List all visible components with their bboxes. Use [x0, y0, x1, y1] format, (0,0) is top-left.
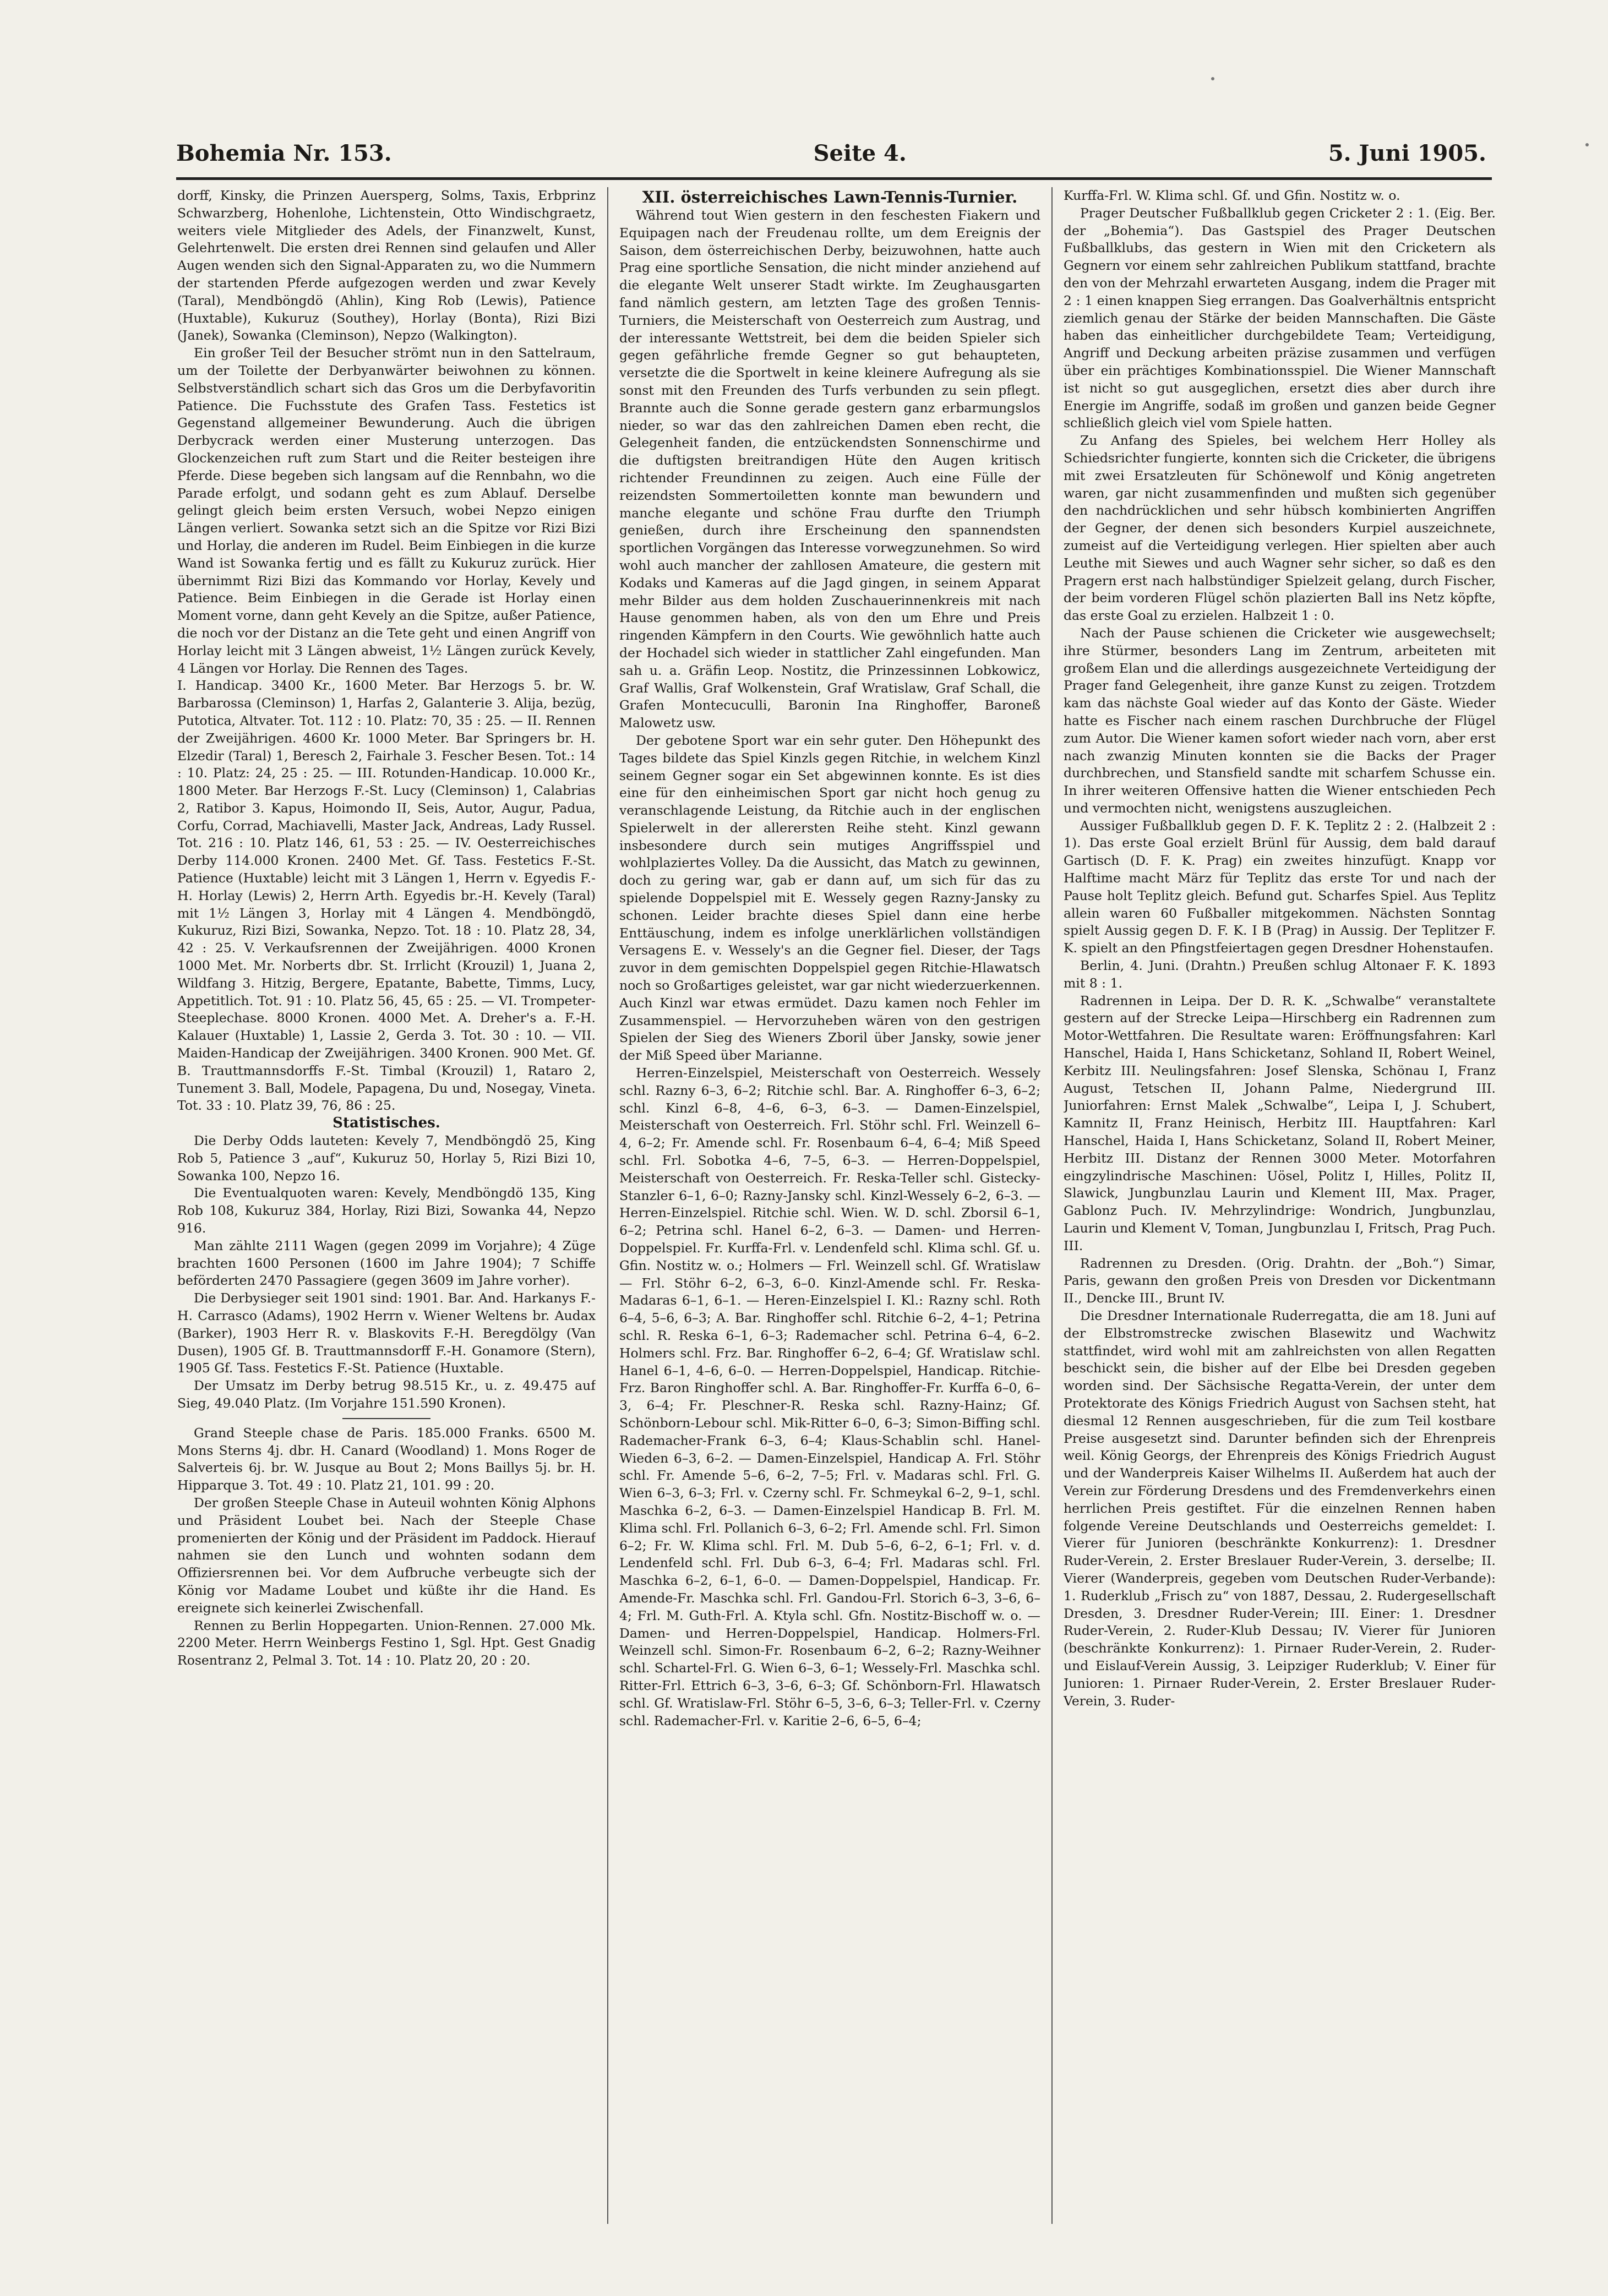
race-results: I. Handicap. 3400 Kr., 1600 Meter. Bar Herzogs 5. br. W. Barbarossa (Cleminson) 1, Harfas 2, Galanterie 3. Alija, bezüg, Putotica, Altvater. Tot. 112 : 10. Platz: 70, 35 : 25. — II. Rennen der Zweijährigen. 4600 Kr. 1000 Meter. Bar Springers br. H. Elzedir (Taral) 1, Beresch 2, Fairhale 3. Fescher Besen. Tot.: 14 : 10. Platz: 24, 25 : 25. — III. Rotunden-Handicap. 10.000 Kr., 1800 Meter. Bar Herzogs F.-St. Lucy (Cleminson) 1, Calabrias 2, Ratibor 3. Kapus, Hoimondo II, Seis, Autor, Augur, Padua, Corfu, Corrad, Machiavelli, Master Jack, Andreas, Lady Russel. Tot. 216 : 10. Platz 146, 61, 53 : 25. — IV. Oesterreichisches Derby 114.000 Kronen. 2400 Met. Gf. Tass. Festetics F.-St. Patience (Huxtable) leicht mit 3 Längen 1, Herrn v. Egyedis F.-H. Horlay (Lewis) 2, Herrn Arth. Egyedis br.-H. Kevely (Taral) mit 1½ Längen 3, Horlay mit 4 Längen 4. Mendböngdö, Kukuruz, Rizi Bizi, Sowanka, Nepzo. Tot. 18 : 10. Platz 28, 34, 42 : 25. V. Verkaufsrennen der Zweijährigen. 4000 Kronen 1000 Met. Mr. Norberts dbr. St. Irrlicht (Krouzil) 1, Juana 2, Wildfang 3. Hitzig, Bergere, Epatante, Babette, Timms, Lucy, Appetitlich. Tot. 91 : 10. Platz 56, 45, 65 : 25. — VI. Trompeter-Steeplechase. 8000 Kronen. 4000 Met. A. Dreher's a. F.-H. Kalauer (Huxtable) 1, Lassie 2, Gerda 3. Tot. 30 : 10. — VII. Maiden-Handicap der Zweijährigen. 3400 Kronen. 900 Met. Gf. B. Trauttmannsdorffs F.-St. Timbal (Krouzil) 1, Rataro 2, Tunement 3. Ball, Modele, Papagena, Du und, Nosegay, Vineta. Tot. 33 : 10. Platz 39, 76, 86 : 25.: [177, 678, 596, 1114]
article-paragraph: Berlin, 4. Juni. (Drahtn.) Preußen schlug Altonaer F. K. 1893 mit 8 : 1.: [1064, 958, 1496, 991]
section-divider: [342, 1418, 430, 1419]
article-paragraph: Der Umsatz im Derby betrug 98.515 Kr., u. z. 49.475 auf Sieg, 49.040 Platz. (Im Vorjahre 151.590 Kronen).: [177, 1378, 596, 1411]
article-paragraph: Prager Deutscher Fußballklub gegen Cricketer 2 : 1. (Eig. Ber. der „Bohemia“). Das Gastspiel des Prager Deutschen Fußballklubs, das gestern in Wien mit den Cricketern als Gegnern vor einem sehr zahlreichen Publikum stattfand, brachte den von der Mehrzahl erwarteten Ausgang, indem die Prager mit 2 : 1 einen knappen Sieg errangen. Das Goalverhältnis entspricht ziemlich genau der Stärke der beiden Mannschaften. Die Gäste haben das einheitlicher durchgebildete Team; Verteidigung, Angriff und Deckung arbeiten präzise zusammen und verfügen über ein prächtiges Kombinationsspiel. Die Wiener Mannschaft ist nicht so gut ausgeglichen, ersetzt dies aber durch ihre Energie im Angriffe, sodaß im großen und ganzen beide Gegner schließlich gleich viel vom Spiele hatten.: [1064, 205, 1496, 431]
article-paragraph: Der gebotene Sport war ein sehr guter. Den Höhepunkt des Tages bildete das Spiel Kinzls gegen Ritchie, in welchem Kinzl seinem Gegner sogar ein Set abgewinnen konnte. Es ist dies eine für den einheimischen Sport gar nicht hoch genug zu veranschlagende Leistung, da Ritchie auch in der englischen Spielerwelt in der allerersten Reihe steht. Kinzl gewann insbesondere durch sein mutiges Angriffsspiel und wohlplaziertes Volley. Da die Aussicht, das Match zu gewinnen, doch zu gering war, gab er dann auf, um sich für das zu spielende Doppelspiel mit E. Wessely gegen Razny-Jansky zu schonen. Leider brachte dieses Spiel dann eine herbe Enttäuschung, indem es infolge unerklärlichen vollständigen Versagens E. v. Wessely's an die Gegner fiel. Dieser, der Tags zuvor in dem gemischten Doppelspiel gegen Ritchie-Hlawatsch noch so Großartiges geleistet, war gar nicht wiederzuerkennen. Auch Kinzl war etwas ermüdet. Dazu kamen noch Fehler im Zusammenspiel. — Hervorzuheben wären von den gestrigen Spielen der Sieg des Wieners Zboril über Jansky, sowie jener der Miß Speed über Marianne.: [619, 732, 1040, 1064]
column-divider: [1051, 187, 1053, 2224]
article-paragraph: Die Derbysieger seit 1901 sind: 1901. Bar. And. Harkanys F.-H. Carrasco (Adams), 1902 Herrn v. Wiener Weltens br. Audax (Barker), 1903 Herr R. v. Blaskovits F.-H. Beregdölgy (Van Dusen), 1905 Gf. B. Trauttmannsdorff F.-H. Gonamore (Stern), 1905 Gf. Tass. Festetics F.-St. Patience (Huxtable.: [177, 1290, 596, 1376]
article-headline: XII. österreichisches Lawn-Tennis-Turnier.: [642, 188, 1018, 206]
article-paragraph: Radrennen zu Dresden. (Orig. Drahtn. der „Boh.“) Simar, Paris, gewann den großen Preis von Dresden vor Dickentmann II., Dencke III., Brunt IV.: [1064, 1255, 1496, 1306]
match-results: Herren-Einzelspiel, Meisterschaft von Oesterreich. Wessely schl. Razny 6–3, 6–2; Ritchie schl. Bar. A. Ringhoffer 6–3, 6–2; schl. Kinzl 6–8, 4–6, 6–3, 6–3. — Damen-Einzelspiel, Meisterschaft von Oesterreich. Frl. Stöhr schl. Frl. Weinzell 6–4, 6–2; Fr. Amende schl. Fr. Rosenbaum 6–4, 6–4; Miß Speed schl. Frl. Sobotka 4–6, 7–5, 6–3. — Herren-Doppelspiel, Meisterschaft von Oesterreich. Fr. Reska-Teller schl. Gistecky-Stanzler 6–1, 6–0; Razny-Jansky schl. Kinzl-Wessely 6–2, 6–3. — Herren-Einzelspiel. Ritchie schl. Wien. W. D. schl. Zborsil 6–1, 6–2; Petrina schl. Hanel 6–2, 6–3. — Damen- und Herren-Doppelspiel. Fr. Kurffa-Frl. v. Lendenfeld schl. Klima schl. Gf. u. Gfin. Nostitz w. o.; Holmers — Frl. Weinzell schl. Gf. Wratislaw — Frl. Stöhr 6–2, 6–3, 6–0. Kinzl-Amende schl. Fr. Reska-Madaras 6–1, 6–1. — Heren-Einzelspiel I. Kl.: Razny schl. Roth 6–4, 5–6, 6–3; A. Bar. Ringhoffer schl. Ritchie 6–2, 4–1; Petrina schl. R. Reska 6–1, 6–3; Rademacher schl. Petrina 6–4, 6–2. Holmers schl. Frz. Bar. Ringhoffer 6–2, 6–4; Gf. Wratislaw schl. Hanel 6–1, 4–6, 6–0. — Herren-Doppelspiel, Handicap. Ritchie-Frz. Baron Ringhoffer schl. A. Bar. Ringhoffer-Fr. Kurffa 6–0, 6–3, 6–4; Fr. Pleschner-R. Reska schl. Razny-Hainz; Gf. Schönborn-Lebour schl. Mik-Ritter 6–0, 6–3; Simon-Biffing schl. Rademacher-Frank 6–3, 6–4; Klaus-Schablin schl. Hanel-Wieden 6–3, 6–2. — Damen-Einzelspiel, Handicap A. Frl. Stöhr schl. Fr. Amende 5–6, 6–2, 7–5; Frl. v. Madaras schl. Frl. G. Wien 6–3, 6–3; Frl. v. Czerny schl. Fr. Schmeykal 6–2, 9–1, schl. Maschka 6–2, 6–3. — Damen-Einzelspiel Handicap B. Frl. M. Klima schl. Frl. Pollanich 6–3, 6–2; Frl. Amende schl. Frl. Simon 6–2; Fr. W. Klima schl. Frl. M. Dub 5–6, 6–2, 6–1; Frl. v. d. Lendenfeld schl. Frl. Dub 6–3, 6–4; Frl. Madaras schl. Frl. Maschka 6–2, 6–1, 6–0. — Damen-Doppelspiel, Handicap. Fr. Amende-Fr. Maschka schl. Frl. Gandou-Frl. Storich 6–3, 3–6, 6–4; Frl. M. Guth-Frl. A. Ktyla schl. Gfn. Nostitz-Bischoff w. o. — Damen- und Herren-Doppelspiel, Handicap. Holmers-Frl. Weinzell schl. Simon-Fr. Rosenbaum 6–2, 6–2; Razny-Weihner schl. Schartel-Frl. G. Wien 6–3, 6–1; Wessely-Frl. Maschka schl. Ritter-Frl. Ettrich 6–3, 3–6, 6–3; Gf. Schönborn-Frl. Hlawatsch schl. Gf. Wratislaw-Frl. Stöhr 6–5, 3–6, 6–3; Teller-Frl. v. Czerny schl. Rademacher-Frl. v. Karitie 2–6, 6–5, 6–4;: [619, 1065, 1040, 1728]
publication-date: 5. Juni 1905.: [1328, 140, 1486, 166]
column-derby: [177, 187, 596, 2257]
article-paragraph: Rennen zu Berlin Hoppegarten. Union-Rennen. 27.000 Mk. 2200 Meter. Herrn Weinbergs Festino 1, Sgl. Hpt. Gest Gnadig Rosentranz 2, Pelmal 3. Tot. 14 : 10. Platz 20, 20 : 20.: [177, 1617, 596, 1668]
article-paragraph: Ein großer Teil der Besucher strömt nun in den Sattelraum, um der Toilette der Derbyanwärter beiwohnen zu können. Selbstverständlich schart sich das Gros um die Derbyfavoritin Patience. Die Fuchsstute des Grafen Tass. Festetics ist Gegenstand allgemeiner Bewunderung. Auch die übrigen Derbycrack werden einer Musterung unterzogen. Das Glockenzeichen ruft zum Start und die Reiter besteigen ihre Pferde. Diese begeben sich langsam auf die Rennbahn, wo die Parade erfolgt, und sodann geht es zum Ablauf. Derselbe gelingt gleich beim ersten Versuch, wobei Nepzo einigen Längen verliert. Sowanka setzt sich an die Spitze vor Rizi Bizi und Horlay, die anderen im Rudel. Beim Einbiegen in die kurze Wand ist Sowanka fertig und es fällt zu Kukuruz zurück. Hier übernimmt Rizi Bizi das Kommando vor Horlay, Kevely und Patience. Beim Einbiegen in die Gerade ist Horlay einen Moment vorne, dann geht Kevely an die Spitze, außer Patience, die noch vor der Distanz an die Tete geht und einen Angriff von Horlay leicht mit 3 Längen abweist, 1½ Längen zurück Kevely, 4 Längen vor Horlay. Die Rennen des Tages.: [177, 345, 596, 676]
column-divider: [607, 187, 608, 2224]
publication-number: Bohemia Nr. 153.: [176, 140, 392, 166]
article-paragraph: Der großen Steeple Chase in Auteuil wohnten König Alphons und Präsident Loubet bei. Nach der Steeple Chase promenierten der König und der Präsident im Paddock. Hierauf nahmen sie den Lunch und wohnten sodann dem Offiziersrennen bei. Vor dem Aufbruche verbeugte sich der König vor Madame Loubet und küßte ihr die Hand. Es ereignete sich keinerlei Zwischenfall.: [177, 1495, 596, 1616]
article-paragraph: Die Dresdner Internationale Ruderregatta, die am 18. Juni auf der Elbstromstrecke zwischen Blasewitz und Wachwitz stattfindet, wird wohl mit am zahlreichsten von allen Regatten beschickt sein, die bisher auf der Elbe bei Dresden gegeben worden sind. Der Sächsische Regatta-Verein, der unter dem Protektorate des Königs Friedrich August von Sachsen steht, hat diesmal 12 Rennen ausgeschrieben, für die zum Teil kostbare Preise ausgesetzt sind. Darunter befinden sich der Ehrenpreis weil. König Georgs, der Ehrenpreis des Königs Friedrich August und der Wanderpreis Kaiser Wilhelms II. Außerdem hat auch der Verein zur Förderung Dresdens und des Fremdenverkehrs einen herrlichen Preis gestiftet. Für die einzelnen Rennen haben folgende Vereine Deutschlands und Oesterreichs gemeldet: I. Vierer für Junioren (beschränkte Konkurrenz): 1. Dresdner Ruder-Verein, 2. Erster Breslauer Ruder-Verein, 3. derselbe; II. Vierer (Wanderpreis, gegeben vom Deutschen Ruder-Verbande): 1. Ruderklub „Frisch zu“ von 1887, Dessau, 2. Rudergesellschaft Dresden, 3. Dresdner Ruder-Verein; III. Einer: 1. Dresdner Ruder-Verein, 2. Ruder-Klub Dessau; IV. Vierer für Junioren (beschränkte Konkurrenz): 1. Pirnaer Ruder-Verein, 2. Ruder- und Eislauf-Verein Aussig, 3. Leipziger Ruderklub; V. Einer für Junioren: 1. Pirnaer Ruder-Verein, 2. Erster Breslauer Ruder-Verein, 3. Ruder-: [1064, 1308, 1496, 1709]
paper-speck: [1585, 143, 1589, 146]
article-paragraph: Nach der Pause schienen die Cricketer wie ausgewechselt; ihre Stürmer, besonders Lang im Zentrum, arbeiteten mit großem Elan und die allerdings ausgezeichnete Verteidigung der Prager fand Gelegenheit, ihre ganze Kunst zu zeigen. Trotzdem kam das nächste Goal wieder auf das Konto der Gäste. Wieder hatte es Fischer nach einem raschen Durchbruche der Flügel zum Autor. Die Wiener kamen sofort wieder nach vorn, aber erst nach zwanzig Minuten konnten sie die Backs der Prager durchbrechen, und Stansfield sandte mit scharfem Schusse ein. In ihrer weiteren Offensive hatten die Wiener entschieden Pech und vermochten nicht, wenigstens auszugleichen.: [1064, 625, 1496, 816]
article-paragraph: Grand Steeple chase de Paris. 185.000 Franks. 6500 M. Mons Sterns 4j. dbr. H. Canard (Woodland) 1. Mons Roger de Salverteis 6j. br. W. Jusque au Bout 2; Mons Baillys 5j. br. H. Hipparque 3. Tot. 49 : 10. Platz 21, 101. 99 : 20.: [177, 1425, 596, 1493]
article-paragraph: Aussiger Fußballklub gegen D. F. K. Teplitz 2 : 2. (Halbzeit 2 : 1). Das erste Goal erzielt Brünl für Aussig, dem bald darauf Gartisch (D. F. K. Prag) ein zweites hinzufügt. Knapp vor Halftime macht März für Teplitz das erste Tor und nach der Pause holt Teplitz gleich. Befund gut. Scharfes Spiel. Aus Teplitz allein waren 60 Fußballer mitgekommen. Nächsten Sonntag spielt Aussig gegen D. F. K. I B (Prag) in Aussig. Der Teplitzer F. K. spielt an den Pfingstfeiertagen gegen Dresdner Hohenstaufen.: [1064, 817, 1496, 956]
article-paragraph: Die Eventualquoten waren: Kevely, Mendböngdö 135, King Rob 108, Kukuruz 384, Horlay, Rizi Bizi, Sowanka 44, Nepzo 916.: [177, 1185, 596, 1236]
paper-speck: [1211, 77, 1214, 80]
page-number: Seite 4.: [813, 140, 907, 166]
column-football-rowing: [1064, 187, 1496, 2257]
article-paragraph: Die Derby Odds lauteten: Kevely 7, Mendböngdö 25, King Rob 5, Patience 3 „auf“, Kukuruz 50, Horlay 5, Rizi Bizi 10, Sowanka 100, Nepzo 16.: [177, 1133, 596, 1184]
page-header: [176, 140, 1486, 179]
header-rule: [176, 177, 1492, 180]
article-paragraph: dorff, Kinsky, die Prinzen Auersperg, Solms, Taxis, Erbprinz Schwarzberg, Hohenlohe, Lichtenstein, Otto Windischgraetz, weiters viele Mitglieder des Adels, der Finanzwelt, Kunst, Gelehrtenwelt. Die ersten drei Rennen sind gelaufen und Aller Augen wenden sich den Signal-Apparaten zu, wo die Nummern der startenden Pferde aufgezogen werden und zwar Kevely (Taral), Mendböngdö (Ahlin), King Rob (Lewis), Patience (Huxtable), Kukuruz (Southey), Horlay (Bonta), Rizi Bizi (Janek), Sowanka (Cleminson), Nepzo (Walkington).: [177, 188, 596, 343]
article-paragraph: Man zählte 2111 Wagen (gegen 2099 im Vorjahre); 4 Züge brachten 1600 Personen (1600 im Jahre 1904); 7 Schiffe beförderten 2470 Passagiere (gegen 3609 im Jahre vorher).: [177, 1237, 596, 1289]
column-tennis: [619, 187, 1040, 2257]
article-paragraph: Radrennen in Leipa. Der D. R. K. „Schwalbe“ veranstaltete gestern auf der Strecke Leipa—Hirschberg ein Radrennen zum Motor-Wettfahren. Die Resultate waren: Eröffnungsfahren: Karl Hanschel, Haida I, Hans Schicketanz, Sohland II, Robert Weinel, Kerbitz III. Neulingsfahren: Josef Slenska, Schönau I, Franz August, Tetschen II, Johann Palme, Niedergrund III. Juniorfahren: Ernst Malek „Schwalbe“, Leipa I, J. Schubert, Kamnitz II, Franz Heinisch, Herbitz III. Hauptfahren: Karl Hanschel, Haida I, Hans Schicketanz, Soland II, Robert Meiner, Herbitz III. Distanz der Rennen 3000 Meter. Motorfahren eingzylindrische Maschinen: Uösel, Politz I, Hilles, Politz II, Slawick, Jungbunzlau Laurin und Klement III, Max. Prager, Gablonz Puch. IV. Mehrzylindrige: Wondrich, Jungbunzlau, Laurin und Klement V, Toman, Jungbunzlau I, Fritsch, Prag Puch. III.: [1064, 992, 1496, 1253]
article-paragraph: Während tout Wien gestern in den feschesten Fiakern und Equipagen nach der Freudenau rollte, um dem Ereignis der Saison, dem österreichischen Derby, beizuwohnen, hatte auch Prag eine sportliche Sensation, die nicht minder anziehend auf die elegante Welt unserer Stadt wirkte. Im Zeughausgarten fand nämlich gestern, am letzten Tage des großen Tennis-Turniers, die Meisterschaft von Oesterreich zum Austrag, und der interessante Wettstreit, bei dem die beiden Spieler sich gegen gefährliche fremde Gegner so gut behaupteten, versetzte die die Sportwelt in keine kleinere Aufregung als sie sonst mit den Freunden des Turfs verbunden zu sein pflegt. Brannte auch die Sonne gerade gestern ganz erbarmungslos nieder, so war das den zahlreichen Damen eben recht, die Gelegenheit fanden, die entzückendsten Sonnenschirme und die duftigsten breitrandigen Hüte den Augen kritisch richtender Freundinnen zu zeigen. Auch eine Fülle der reizendsten Sommertoiletten konnte man bewundern und manche elegante und schöne Frau durfte den Triumph genießen, durch ihre Erscheinung den spannendsten sportlichen Vorgängen das Interesse vorwegzunehmen. So wird wohl auch mancher der zahllosen Amateure, die gestern mit Kodaks und Kameras auf die Jagd gingen, in seinem Apparat mehr Bilder aus dem holden Zuschauerinnenkreis mit nach Hause genommen haben, als von den um Ehre und Preis ringenden Kämpfern in den Courts. Wie gewöhnlich hatte auch der Hochadel sich wieder in stattlicher Zahl eingefunden. Man sah u. a. Gräfin Leop. Nostitz, die Prinzessinnen Lobkowicz, Graf Wallis, Graf Wolkenstein, Graf Wratislaw, Graf Schall, die Grafen Montecuculli, Baronin Ina Ringhoffer, Baroneß Malowetz usw.: [619, 208, 1040, 731]
article-paragraph: Zu Anfang des Spieles, bei welchem Herr Holley als Schiedsrichter fungierte, konnten sich die Cricketer, die übrigens mit zwei Ersatzleuten für Schönewolf und König angetreten waren, gar nicht zusammenfinden und mußten sich gegenüber den nachdrücklichen und sehr hübsch kombinierten Angriffen der Gegner, der denen sich besonders Kurpiel auszeichnete, zumeist auf die Verteidigung verlegen. Hier spielten aber auch Leuthe mit Siewes und auch Wagner sehr sicher, so daß es den Pragern erst nach halbstündiger Spielzeit gelang, durch Fischer, der beim vorderen Flügel schön plazierten Ball ins Netz köpfte, das erste Goal zu erzielen. Halbzeit 1 : 0.: [1064, 433, 1496, 624]
section-heading: Statistisches.: [332, 1115, 440, 1132]
article-paragraph: Kurffa-Frl. W. Klima schl. Gf. und Gfin. Nostitz w. o.: [1064, 188, 1400, 203]
